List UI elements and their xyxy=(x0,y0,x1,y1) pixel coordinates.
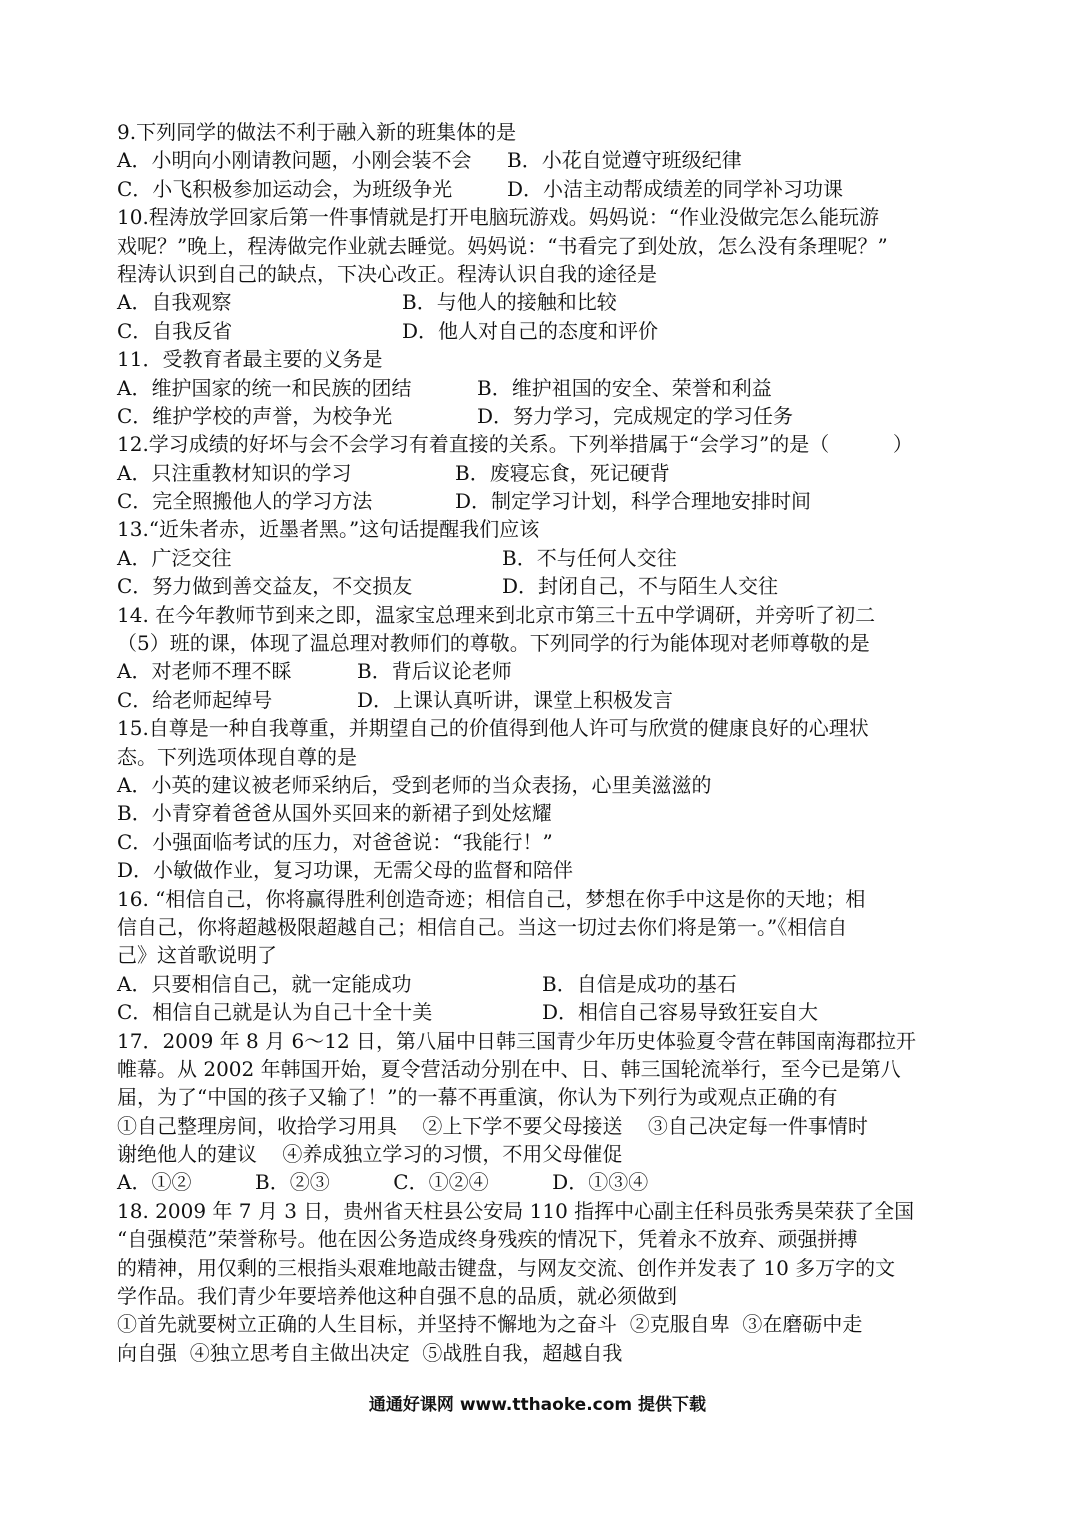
answer-option: D．封闭自己，不与陌生人交往 xyxy=(502,574,779,599)
option-row xyxy=(117,374,967,402)
question-stem-line: ①自己整理房间，收拾学习用具 ②上下学不要父母接送 ③自己决定每一件事情时 xyxy=(117,1113,868,1138)
option-row xyxy=(117,317,967,345)
answer-option: B．小花自觉遵守班级纪律 xyxy=(507,148,742,173)
option-row xyxy=(117,175,967,203)
answer-option: D．制定学习计划，科学合理地安排时间 xyxy=(455,489,812,514)
answer-option: A．维护国家的统一和民族的团结 xyxy=(117,375,412,400)
answer-option: C．小飞积极参加运动会，为班级争光 xyxy=(117,176,453,201)
answer-option: D．相信自己容易导致狂妄自大 xyxy=(542,1000,819,1025)
answer-option: C．给老师起绰号 xyxy=(117,687,273,712)
answer-option: D．小洁主动帮成绩差的同学补习功课 xyxy=(507,176,844,201)
answer-option: D．小敏做作业，复习功课，无需父母的监督和陪伴 xyxy=(117,858,574,883)
option-row xyxy=(117,771,967,799)
answer-option: B．与他人的接触和比较 xyxy=(402,290,617,315)
option-row xyxy=(117,544,967,572)
answer-option: D．努力学习，完成规定的学习任务 xyxy=(477,403,794,428)
answer-option: A．只注重教材知识的学习 xyxy=(117,460,352,485)
question-list xyxy=(117,118,967,1367)
answer-option: C．相信自己就是认为自己十全十美 xyxy=(117,1000,433,1025)
exam-page xyxy=(117,118,967,1367)
answer-option: A．小明向小刚请教问题，小刚会装不会 xyxy=(117,148,472,173)
answer-option: A．小英的建议被老师采纳后，受到老师的当众表扬，心里美滋滋的 xyxy=(117,772,712,797)
answer-option: D．他人对自己的态度和评价 xyxy=(402,318,659,343)
question-stem-line: 10.程涛放学回家后第一件事情就是打开电脑玩游戏。妈妈说：“作业没做完怎么能玩游 xyxy=(117,205,880,230)
question-stem-line: 17．2009 年 8 月 6～12 日，第八届中日韩三国青少年历史体验夏令营在韩国南海郡拉开 xyxy=(117,1028,917,1053)
option-row xyxy=(117,998,967,1026)
option-row xyxy=(117,828,967,856)
question-stem-line: 戏呢？”晚上，程涛做完作业就去睡觉。妈妈说：“书看完了到处放，怎么没有条理呢？” xyxy=(117,233,888,258)
answer-option: C．维护学校的声誉，为校争光 xyxy=(117,403,393,428)
question-stem-line: 14. 在今年教师节到来之即，温家宝总理来到北京市第三十五中学调研，并旁听了初二 xyxy=(117,602,876,627)
option-row xyxy=(117,1168,967,1196)
question-stem-line: 11．受教育者最主要的义务是 xyxy=(117,347,383,372)
question-stem-line: 15.自尊是一种自我尊重，并期望自己的价值得到他人许可与欣赏的健康良好的心理状 xyxy=(117,716,869,741)
question-stem-line: 届，为了“中国的孩子又输了！”的一幕不再重演，你认为下列行为或观点正确的有 xyxy=(117,1085,838,1110)
answer-option: A．自我观察 xyxy=(117,290,232,315)
option-row xyxy=(117,686,967,714)
question-stem-line: （5）班的课，体现了温总理对教师们的尊敬。下列同学的行为能体现对老师尊敬的是 xyxy=(117,631,870,656)
question-stem-line: 12.学习成绩的好坏与会不会学习有着直接的关系。下列举措属于“会学习”的是（ ） xyxy=(117,432,913,457)
answer-option: C．自我反省 xyxy=(117,318,233,343)
question-stem-line: 谢绝他人的建议 ④养成独立学习的习惯，不用父母催促 xyxy=(117,1142,623,1167)
question-stem-line: 学作品。我们青少年要培养他这种自强不息的品质，就必须做到 xyxy=(117,1284,677,1309)
answer-option: A．广泛交往 xyxy=(117,545,232,570)
answer-option: C．完全照搬他人的学习方法 xyxy=(117,489,373,514)
answer-option: A．对老师不理不睬 xyxy=(117,659,292,684)
question-stem-line: 己》这首歌说明了 xyxy=(117,943,277,968)
answer-option: B．小青穿着爸爸从国外买回来的新裙子到处炫耀 xyxy=(117,801,552,826)
option-row xyxy=(117,487,967,515)
answer-option: C．努力做到善交益友，不交损友 xyxy=(117,574,413,599)
answer-option: B．维护祖国的安全、荣誉和利益 xyxy=(477,375,772,400)
question-stem-line: 9.下列同学的做法不利于融入新的班集体的是 xyxy=(117,120,517,144)
footer-text: 通通好课网 www.tthaoke.com 提供下载 xyxy=(368,1395,707,1415)
answer-option: A．只要相信自己，就一定能成功 xyxy=(117,971,412,996)
question-stem-line: 态。下列选项体现自尊的是 xyxy=(117,744,357,769)
question-stem-line: 向自强 ④独立思考自主做出决定 ⑤战胜自我，超越自我 xyxy=(117,1340,623,1365)
option-row xyxy=(117,572,967,600)
option-row xyxy=(117,402,967,430)
option-row xyxy=(117,288,967,316)
answer-option: B．废寝忘食，死记硬背 xyxy=(455,460,670,485)
question-stem-line: 信自己，你将超越极限超越自己；相信自己。当这一切过去你们将是第一。”《相信自 xyxy=(117,914,848,939)
option-row xyxy=(117,459,967,487)
option-row xyxy=(117,856,967,884)
option-row xyxy=(117,146,967,174)
option-row xyxy=(117,799,967,827)
question-stem-line: ①首先就要树立正确的人生目标，并坚持不懈地为之奋斗 ②克服自卑 ③在磨砺中走 xyxy=(117,1312,863,1337)
question-stem-line: 18. 2009 年 7 月 3 日，贵州省天柱县公安局 110 指挥中心副主任科员张秀昊荣获了全国 xyxy=(117,1198,915,1223)
answer-option: D．上课认真听讲，课堂上积极发言 xyxy=(357,687,674,712)
answer-option: C．小强面临考试的压力，对爸爸说：“我能行！” xyxy=(117,829,553,854)
option-row xyxy=(117,657,967,685)
answer-option: B．自信是成功的基石 xyxy=(542,971,737,996)
answer-option: A．①② B．②③ C．①②④ D．①③④ xyxy=(117,1170,649,1195)
option-row xyxy=(117,970,967,998)
question-stem-line: 程涛认识到自己的缺点，下决心改正。程涛认识自我的途径是 xyxy=(117,261,657,286)
question-stem-line: 帷幕。从 2002 年韩国开始，夏令营活动分别在中、日、韩三国轮流举行，至今已是第八 xyxy=(117,1056,901,1081)
answer-option: B．背后议论老师 xyxy=(357,659,512,684)
question-stem-line: 16. “相信自己，你将赢得胜利创造奇迹；相信自己，梦想在你手中这是你的天地；相 xyxy=(117,886,866,911)
answer-option: B．不与任何人交往 xyxy=(502,545,677,570)
question-stem-line: 的精神，用仅剩的三根指头艰难地敲击键盘，与网友交流、创作并发表了 10 多万字的文 xyxy=(117,1255,896,1280)
question-stem-line: 13.“近朱者赤，近墨者黑。”这句话提醒我们应该 xyxy=(117,517,540,542)
question-stem-line: “自强模范”荣誉称号。他在因公务造成终身残疾的情况下，凭着永不放弃、顽强拼搏 xyxy=(117,1227,858,1252)
